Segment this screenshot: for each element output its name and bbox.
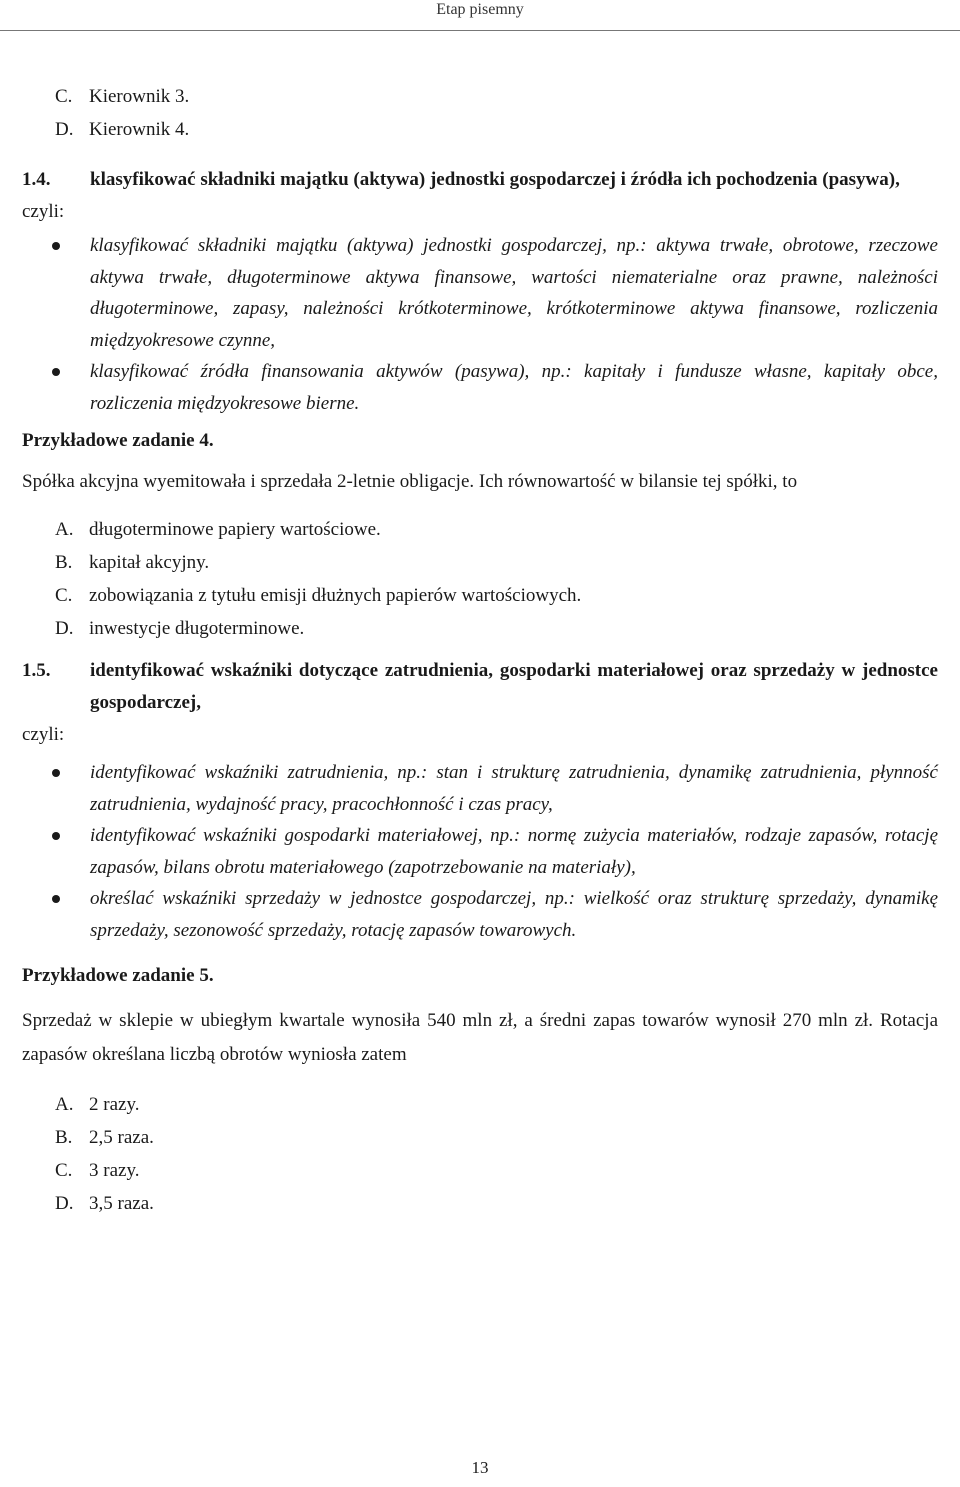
section-title: identyfikować wskaźniki dotyczące zatrudnienia, gospodarki materiałowej oraz sprzedaży w jednostce gospodarczej, [90, 660, 938, 713]
page-body [22, 80, 938, 1220]
czyli-label: czyli: [22, 724, 65, 745]
bullet-icon [52, 832, 60, 840]
czyli-label: czyli: [22, 201, 65, 222]
section-title: klasyfikować składniki majątku (aktywa) jednostki gospodarczej i źródła ich pochodzenia (pasywa), [90, 169, 900, 190]
bullet-item: określać wskaźniki sprzedaży w jednostce gospodarczej, np.: wielkość oraz strukturę sprzedaży, dynamikę sprzedaży, sezonowość sprzedaży, rotację zapasów towarowych. [22, 883, 938, 946]
example-4-question: Spółka akcyjna wyemitowała i sprzedała 2-letnie obligacje. Ich równowartość w bilansie tej spółki, to [22, 471, 798, 492]
answer-a: A. długoterminowe papiery wartościowe. [55, 519, 381, 540]
section-number: 1.4. [22, 169, 51, 190]
bullet-icon [52, 895, 60, 903]
section-number: 1.5. [22, 660, 51, 681]
top-options [22, 80, 938, 146]
option-c: C. Kierownik 3. [55, 86, 190, 107]
section-1-5-bullets [22, 757, 938, 946]
page-footer [0, 1458, 960, 1478]
answer-d: D. inwestycje długoterminowe. [55, 618, 305, 639]
bullet-icon [52, 769, 60, 777]
bullet-item: klasyfikować źródła finansowania aktywów (pasywa), np.: kapitały i fundusze własne, kapitały obce, rozliczenia międzyokresowe bierne. [22, 356, 938, 419]
bullet-icon [52, 242, 60, 250]
option-d: D. Kierownik 4. [55, 119, 190, 140]
answer-c: C. 3 razy. [55, 1160, 140, 1181]
answer-b: B. 2,5 raza. [55, 1127, 154, 1148]
example-5-title: Przykładowe zadanie 5. [22, 965, 214, 986]
bullet-item: identyfikować wskaźniki zatrudnienia, np.: stan i strukturę zatrudnienia, dynamikę zatrudnienia, płynność zatrudnienia, wydajność pracy, pracochłonność i czas pracy, [22, 757, 938, 820]
example-5-answers [22, 1088, 938, 1220]
answer-c: C. zobowiązania z tytułu emisji dłużnych papierów wartościowych. [55, 585, 582, 606]
bullet-item: identyfikować wskaźniki gospodarki materiałowej, np.: normę zużycia materiałów, rodzaje zapasów, rotację zapasów, bilans obrotu materiałowego (zapotrzebowanie na materiały), [22, 820, 938, 883]
header-rule [0, 30, 960, 31]
example-4-answers [22, 513, 938, 645]
bullet-item: klasyfikować składniki majątku (aktywa) jednostki gospodarczej, np.: aktywa trwałe, obrotowe, rzeczowe aktywa trwałe, długoterminowe aktywa finansowe, wartości niematerialne oraz prawne, należności długoterminowe, zapasy, należności krótkoterminowe, krótkoterminowe aktywa finansowe, rozliczenia międzyokresowe czynne, [22, 230, 938, 356]
section-1-5-heading [22, 655, 938, 719]
page-header [0, 0, 960, 30]
page-number: 13 [471, 1458, 489, 1477]
header-title: Etap pisemny [436, 1, 524, 18]
section-1-4-heading [22, 164, 938, 196]
example-4-title: Przykładowe zadanie 4. [22, 430, 214, 451]
section-1-4-bullets [22, 230, 938, 419]
answer-d: D. 3,5 raza. [55, 1193, 154, 1214]
bullet-icon [52, 368, 60, 376]
answer-b: B. kapitał akcyjny. [55, 552, 210, 573]
example-5-question: Sprzedaż w sklepie w ubiegłym kwartale wynosiła 540 mln zł, a średni zapas towarów wynosił 270 mln zł. Rotacja zapasów określana liczbą obrotów wyniosła zatem [22, 1010, 938, 1065]
answer-a: A. 2 razy. [55, 1094, 140, 1115]
